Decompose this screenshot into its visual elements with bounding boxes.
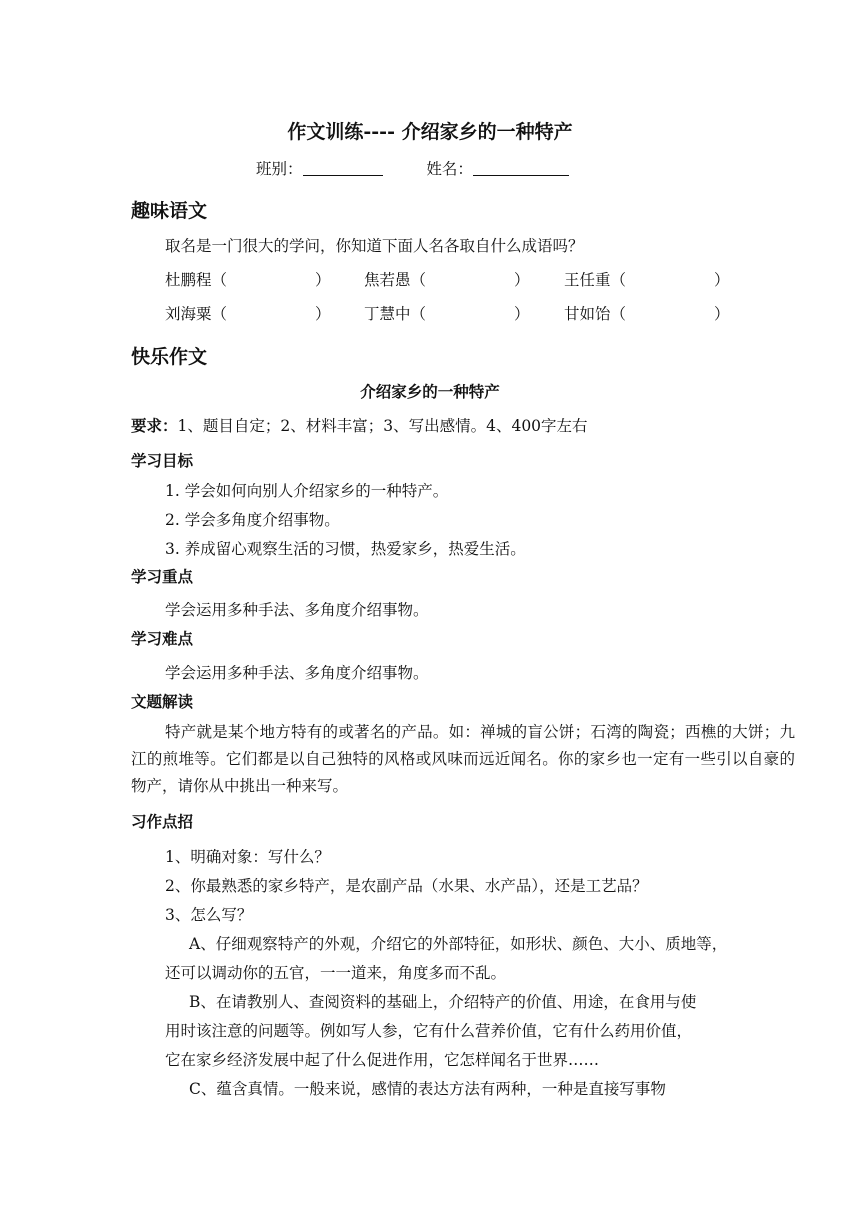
interpret-heading: 文题解读 — [131, 693, 194, 711]
requirements-line — [131, 414, 588, 436]
page-title: 作文训练---- 介绍家乡的一种特产 — [287, 121, 573, 143]
difficulty-heading: 学习难点 — [131, 630, 194, 648]
tips-heading: 习作点招 — [131, 813, 194, 831]
focus-text: 学会运用多种手法、多角度介绍事物。 — [165, 601, 429, 619]
name-item: 甘如饴（ ） — [564, 305, 730, 323]
essay-subtitle: 介绍家乡的一种特产 — [360, 383, 500, 401]
requirements-text: 1、题目自定；2、材料丰富；3、写出感情。4、400字左右 — [177, 417, 588, 435]
goal-item: 2. 学会多角度介绍事物。 — [165, 511, 340, 529]
interpret-paragraph: 特产就是某个地方特有的或著名的产品。如：禅城的盲公饼；石湾的陶瓷；西樵的大饼；九江的煎堆等。它们都是以自己独特的风格或风味而远近闻名。你的家乡也一定有一些引以自豪的物产，请你从中挑出一种来写。 — [131, 723, 795, 795]
goal-item: 1. 学会如何向别人介绍家乡的一种特产。 — [165, 482, 449, 500]
name-item: 焦若愚（ ） — [364, 271, 530, 289]
class-label: 班别： — [256, 160, 303, 178]
goal-item: 3. 养成留心观察生活的习惯，热爱家乡，热爱生活。 — [165, 540, 526, 558]
name-item: 王任重（ ） — [564, 271, 730, 289]
class-blank — [303, 161, 383, 176]
difficulty-text: 学会运用多种手法、多角度介绍事物。 — [165, 664, 429, 682]
class-name-line — [256, 157, 569, 179]
tip-a-line: A、仔细观察特产的外观，介绍它的外部特征，如形状、颜色、大小、质地等， — [189, 935, 728, 953]
idiom-question: 取名是一门很大的学问，你知道下面人名各取自什么成语吗？ — [165, 237, 584, 255]
section-heading-happy-writing: 快乐作文 — [131, 346, 208, 368]
section-heading-fun-chinese: 趣味语文 — [131, 200, 208, 222]
tip-b-line: 它在家乡经济发展中起了什么促进作用，它怎样闻名于世界…… — [165, 1051, 600, 1069]
name-blank — [473, 161, 569, 176]
tip-item: 3、怎么写？ — [165, 906, 253, 924]
tip-c-line: C、蕴含真情。一般来说，感情的表达方法有两种，一种是直接写事物 — [189, 1080, 666, 1098]
name-item: 丁慧中（ ） — [364, 305, 530, 323]
name-item: 杜鹏程（ ） — [165, 271, 331, 289]
goals-heading: 学习目标 — [131, 452, 194, 470]
tip-a-line: 还可以调动你的五官，一一道来，角度多而不乱。 — [165, 964, 507, 982]
requirements-label: 要求： — [131, 417, 178, 435]
tip-item: 1、明确对象：写什么？ — [165, 848, 330, 866]
tip-item: 2、你最熟悉的家乡特产，是农副产品（水果、水产品），还是工艺品？ — [165, 877, 648, 895]
focus-heading: 学习重点 — [131, 568, 194, 586]
tip-b-line: B、在请教别人、查阅资料的基础上，介绍特产的价值、用途，在食用与使 — [189, 993, 697, 1011]
name-item: 刘海粟（ ） — [165, 305, 331, 323]
tip-b-line: 用时该注意的问题等。例如写人参，它有什么营养价值，它有什么药用价值， — [165, 1022, 693, 1040]
name-label: 姓名： — [426, 160, 473, 178]
